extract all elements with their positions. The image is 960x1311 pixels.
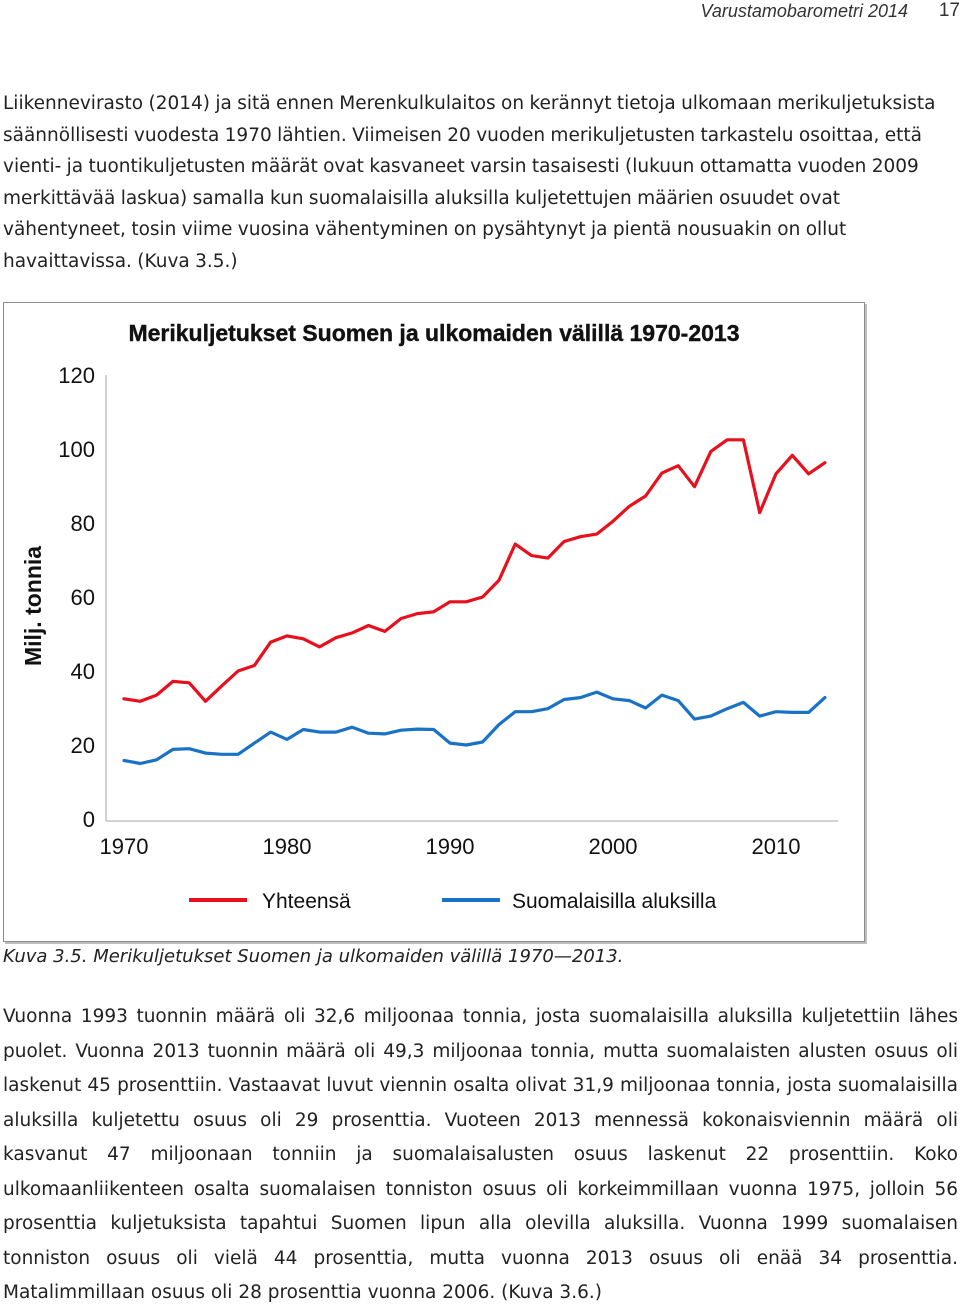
x-tick-label: 1990 <box>425 834 475 859</box>
figure-caption: Kuva 3.5. Merikuljetukset Suomen ja ulkomaiden välillä 1970—2013. <box>3 946 624 967</box>
y-tick-label: 100 <box>58 437 95 462</box>
series-line-0 <box>124 440 825 702</box>
y-axis-label: Milj. tonnia <box>20 545 46 667</box>
chart-frame <box>3 302 865 942</box>
x-tick-label: 2000 <box>588 834 638 859</box>
header-title: Varustamobarometri 2014 <box>700 1 908 21</box>
chart-title: Merikuljetukset Suomen ja ulkomaiden välillä 1970-2013 <box>128 320 740 346</box>
y-tick-label: 0 <box>82 807 95 832</box>
chart-legend <box>189 890 717 913</box>
series-line-1 <box>124 692 825 763</box>
intro-paragraph: Liikennevirasto (2014) ja sitä ennen Merenkulkulaitos on kerännyt tietoja ulkomaan merikuljetuksista säännöllisesti vuodesta 1970 lähtien. Viimeisen 20 vuoden merikuljetusten tarkastelu osoittaa, että vienti- ja tuontikuljetusten määrät ovat kasvaneet varsin tasaisesti (lukuun ottamatta vuoden 2009 merkittävää laskua) samalla kun suomalaisilla aluksilla kuljetettujen määrien osuudet ovat vähentyneet, tosin viime vuosina vähentyminen on pysähtynyt ja pientä nousuakin on ollut havaittavissa. (Kuva 3.5.) <box>3 93 936 272</box>
x-tick-labels <box>100 834 801 859</box>
body-paragraph: Vuonna 1993 tuonnin määrä oli 32,6 miljoonaa tonnia, josta suomalaisilla aluksilla kuljetettiin lähes puolet. Vuonna 2013 tuonnin määrä oli 49,3 miljoonaa tonnia, mutta suomalaisten alusten osuus oli laskenut 45 prosenttiin. Vastaavat luvut viennin osalta olivat 31,9 miljoonaa tonnia, josta suomalaisilla aluksilla kuljetettu osuus oli 29 prosenttia. Vuoteen 2013 mennessä kokonaisviennin määrä oli kasvanut 47 miljoonaan tonniin ja suomalaisalusten osuus laskenut 22 prosenttiin. Koko ulkomaanliikenteen osalta suomalaisen tonniston osuus oli korkeimmillaan vuonna 1975, jolloin 56 prosenttia kuljetuksista tapahtui Suomen lipun alla olevilla aluksilla. Vuonna 1999 suomalaisen tonniston osuus oli vielä 44 prosenttia, mutta vuonna 2013 osuus oli enää 34 prosenttia. Matalimmillaan osuus oli 28 prosenttia vuonna 2006. (Kuva 3.6.) <box>3 1006 958 1303</box>
page-header <box>0 0 960 30</box>
legend-label-0: Yhteensä <box>262 890 351 913</box>
y-tick-label: 80 <box>70 511 95 536</box>
line-chart <box>4 303 864 941</box>
x-tick-label: 2010 <box>751 834 801 859</box>
y-tick-label: 120 <box>58 363 95 388</box>
page-number: 17 <box>938 0 960 21</box>
legend-label-1: Suomalaisilla aluksilla <box>512 890 717 913</box>
series-lines <box>124 440 825 764</box>
y-tick-label: 40 <box>70 659 95 684</box>
y-tick-label: 20 <box>70 733 95 758</box>
y-tick-labels <box>58 363 95 832</box>
y-tick-label: 60 <box>70 585 95 610</box>
x-tick-label: 1970 <box>99 834 149 859</box>
x-tick-label: 1980 <box>262 834 312 859</box>
